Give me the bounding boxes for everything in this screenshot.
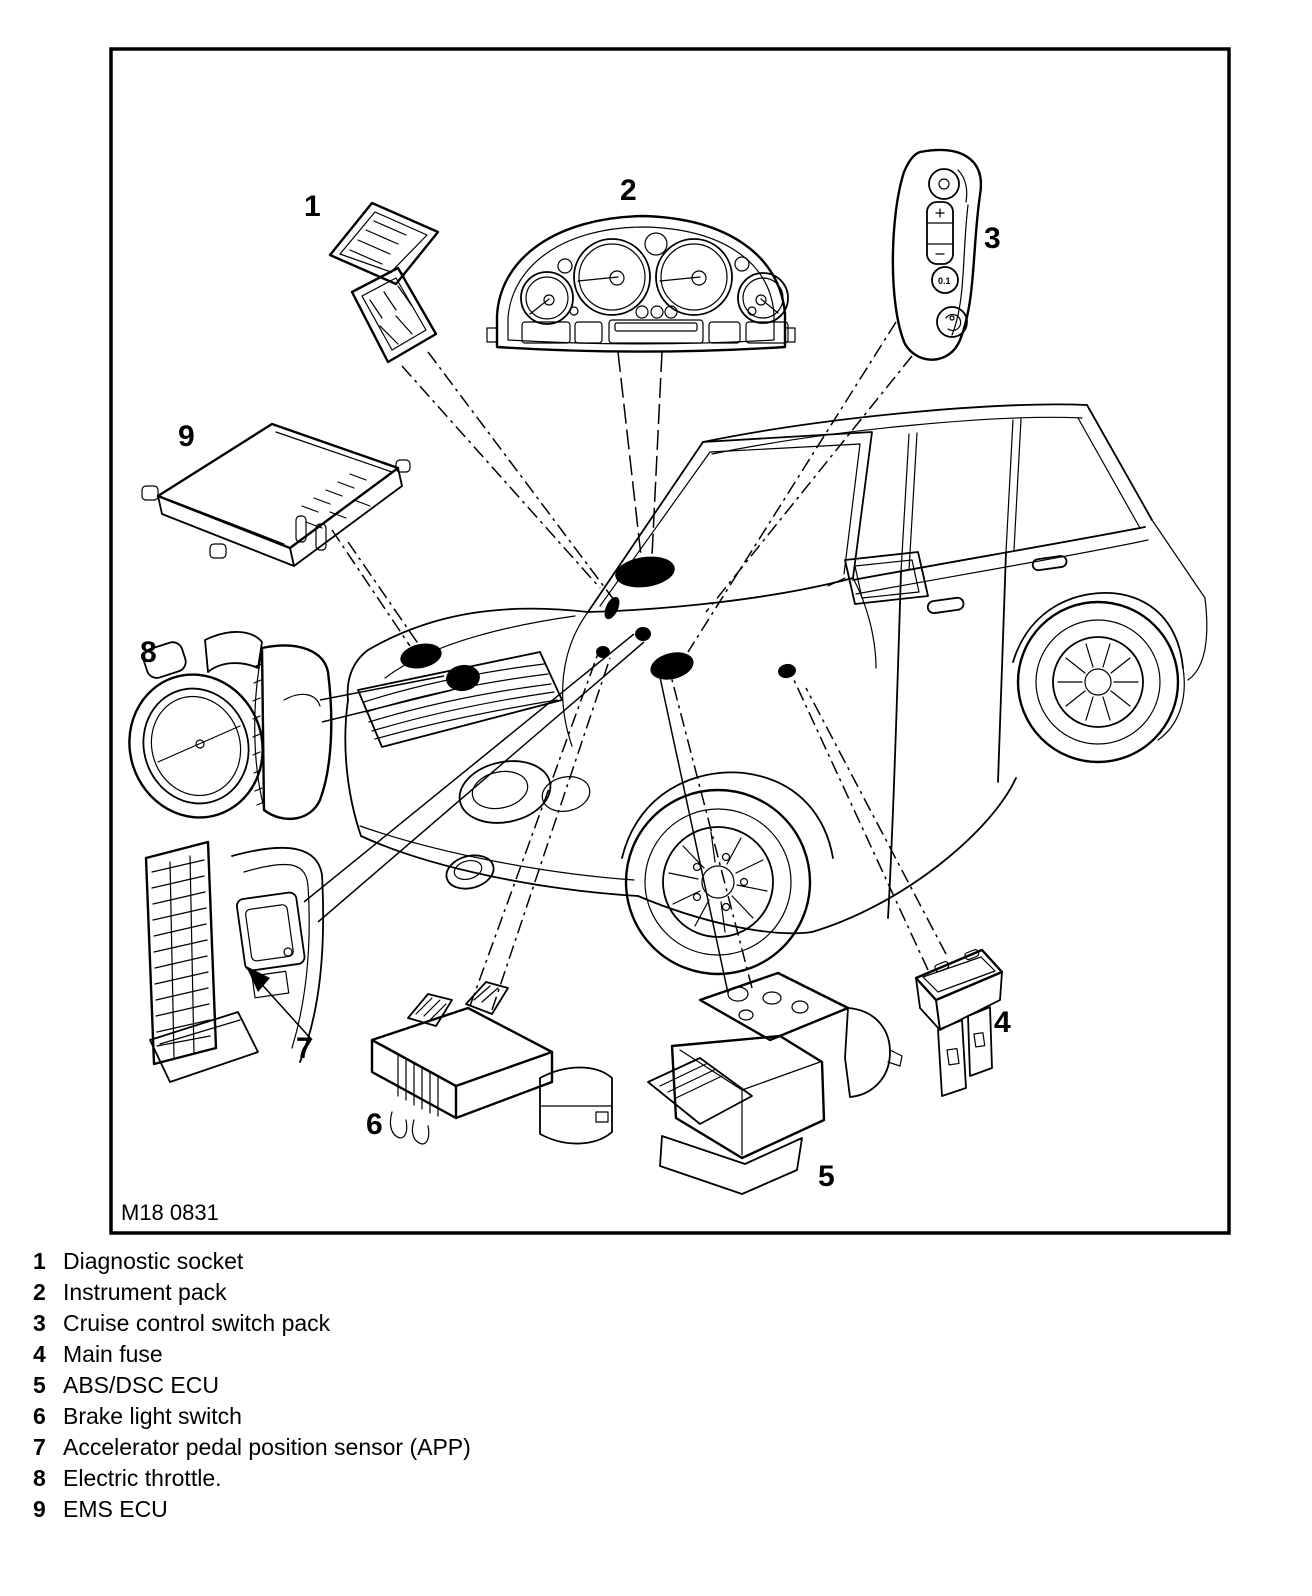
pedal-pad bbox=[150, 1012, 258, 1082]
legend-item-label: Accelerator pedal position sensor (APP) bbox=[63, 1434, 471, 1460]
legend-item-label: Brake light switch bbox=[63, 1403, 242, 1429]
legend-item-5 bbox=[33, 1370, 471, 1401]
legend-item-label: EMS ECU bbox=[63, 1496, 168, 1522]
legend-item-8 bbox=[33, 1463, 471, 1494]
callout-number-4: 4 bbox=[994, 1006, 1011, 1039]
component-electric-throttle bbox=[111, 632, 331, 835]
leader-lines bbox=[304, 322, 946, 1010]
component-diagnostic-socket bbox=[304, 190, 438, 362]
legend-item-number: 6 bbox=[33, 1403, 46, 1429]
abs-pump-motor bbox=[845, 1008, 890, 1097]
legend-item-9 bbox=[33, 1494, 471, 1525]
callout-number-2: 2 bbox=[620, 174, 637, 207]
callout-number-8: 8 bbox=[140, 636, 157, 669]
rear-wheel bbox=[1013, 593, 1183, 762]
app-sensor-box bbox=[236, 892, 305, 998]
legend-item-label: Electric throttle. bbox=[63, 1465, 222, 1491]
component-cruise-switch-pack bbox=[893, 150, 1001, 360]
component-app-sensor bbox=[146, 842, 323, 1082]
component-brake-light-switch bbox=[366, 982, 612, 1144]
rear-door-handle bbox=[1032, 555, 1067, 571]
diagram-frame bbox=[111, 49, 1229, 1233]
cruise-set-button bbox=[929, 169, 959, 199]
fuel-gauge bbox=[521, 272, 573, 324]
cruise-cancel-button bbox=[937, 307, 967, 337]
vehicle-roof bbox=[703, 404, 1152, 528]
temp-gauge bbox=[738, 273, 788, 323]
headlights bbox=[454, 753, 593, 831]
legend-item-label: Diagnostic socket bbox=[63, 1248, 244, 1274]
legend-item-1 bbox=[33, 1246, 471, 1277]
component-abs-dsc-ecu bbox=[648, 973, 902, 1194]
legend-item-7 bbox=[33, 1432, 471, 1463]
callout-number-7: 7 bbox=[296, 1032, 313, 1065]
legend-item-number: 1 bbox=[33, 1248, 46, 1274]
legend-item-number: 8 bbox=[33, 1465, 46, 1491]
callout-number-5: 5 bbox=[818, 1160, 835, 1193]
legend-item-6 bbox=[33, 1401, 471, 1432]
abs-connector bbox=[648, 1058, 752, 1124]
legend-item-number: 3 bbox=[33, 1310, 46, 1336]
component-instrument-pack bbox=[487, 174, 795, 352]
component-main-fuse bbox=[916, 949, 1011, 1096]
cruise-button-label: 0.1 bbox=[938, 276, 951, 286]
front-door-handle bbox=[927, 597, 964, 614]
vehicle-illustration bbox=[345, 404, 1207, 974]
callout-number-6: 6 bbox=[366, 1108, 383, 1141]
front-wheel bbox=[622, 772, 833, 974]
figure-code: M18 0831 bbox=[121, 1200, 219, 1225]
front-bumper bbox=[345, 700, 638, 896]
door-mirror bbox=[828, 552, 928, 604]
legend-item-3 bbox=[33, 1308, 471, 1339]
legend-item-number: 4 bbox=[33, 1341, 46, 1367]
legend-item-label: Instrument pack bbox=[63, 1279, 227, 1305]
legend-item-number: 5 bbox=[33, 1372, 46, 1398]
legend-item-label: ABS/DSC ECU bbox=[63, 1372, 219, 1398]
legend-item-label: Cruise control switch pack bbox=[63, 1310, 331, 1336]
legend-item-number: 7 bbox=[33, 1434, 46, 1460]
component-ems-ecu bbox=[142, 420, 410, 566]
legend-item-number: 9 bbox=[33, 1496, 46, 1522]
callout-number-9: 9 bbox=[178, 420, 195, 453]
callout-number-3: 3 bbox=[984, 222, 1001, 255]
legend-item-4 bbox=[33, 1339, 471, 1370]
legend-item-number: 2 bbox=[33, 1279, 46, 1305]
legend-item-label: Main fuse bbox=[63, 1341, 163, 1367]
callout-number-1: 1 bbox=[304, 190, 321, 223]
legend-item-2 bbox=[33, 1277, 471, 1308]
legend bbox=[33, 1246, 471, 1525]
